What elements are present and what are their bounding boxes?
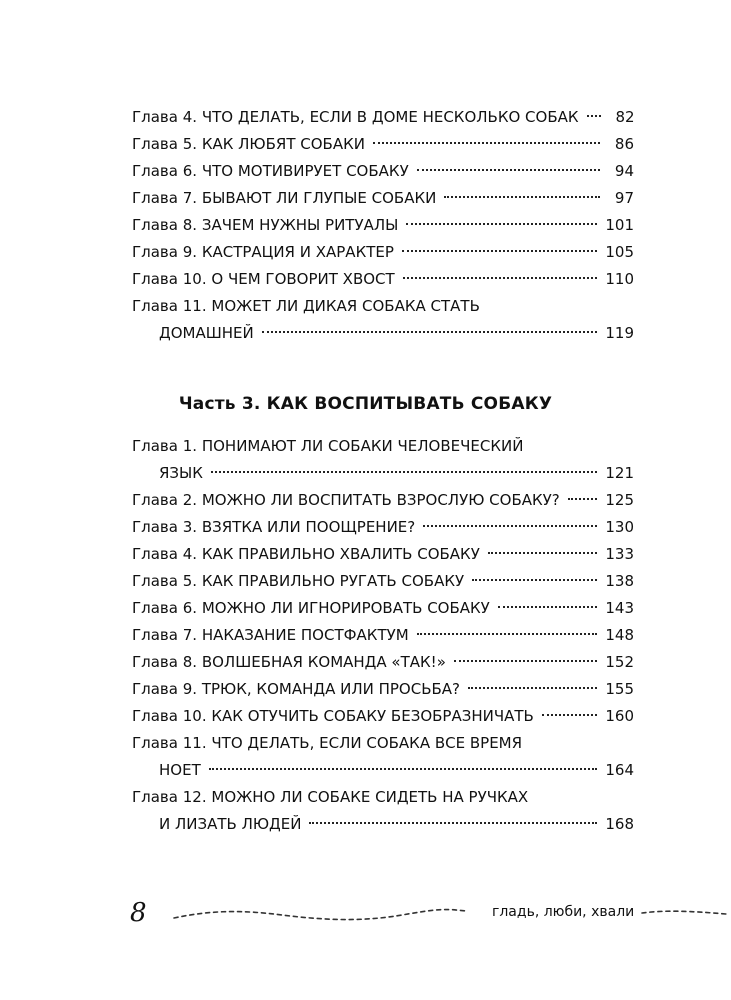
page-ref: 82 [615, 108, 635, 126]
chapter-title-continuation: И ЛИЗАТЬ ЛЮДЕЙ [159, 815, 302, 833]
toc-entry-line [132, 487, 634, 514]
page-ref: 133 [605, 545, 634, 563]
toc-entry-line [132, 568, 634, 595]
toc-entry-label [132, 784, 528, 811]
page-ref: 168 [605, 815, 634, 833]
chapter-title: КАК ПРАВИЛЬНО ХВАЛИТЬ СОБАКУ [201, 545, 480, 563]
toc-entry [132, 622, 634, 649]
page-footer [0, 898, 731, 938]
running-title: гладь, люби, хвали [492, 904, 635, 920]
toc-entry-line [132, 104, 634, 131]
chapter-title: КАК ЛЮБЯТ СОБАКИ [201, 135, 365, 153]
chapter-title: МОЖНО ЛИ ИГНОРИРОВАТЬ СОБАКУ [201, 599, 490, 617]
dot-leader [444, 196, 600, 198]
toc-entry-line [132, 676, 634, 703]
toc-entry-line [132, 757, 634, 784]
toc-entry-line [132, 460, 634, 487]
chapter-number: Глава 8. [132, 216, 198, 234]
page-ref: 164 [605, 761, 634, 779]
toc-entry [132, 239, 634, 266]
toc-entry [132, 266, 634, 293]
toc-entry-label [132, 541, 480, 568]
toc-entry [132, 676, 634, 703]
chapter-title: ЧТО МОТИВИРУЕТ СОБАКУ [201, 162, 409, 180]
toc-part3 [132, 433, 634, 838]
page-ref: 105 [605, 243, 634, 261]
wavy-dotted-rule-right [640, 898, 728, 928]
toc-entry [132, 104, 634, 131]
chapter-title: МОЖНО ЛИ ВОСПИТАТЬ ВЗРОСЛУЮ СОБАКУ? [201, 491, 560, 509]
chapter-number: Глава 10. [132, 270, 207, 288]
chapter-title-continuation: ЯЗЫК [159, 464, 203, 482]
toc-entry-label [132, 185, 436, 212]
dot-leader [454, 660, 597, 662]
toc-entry [132, 293, 634, 347]
chapter-title: КАСТРАЦИЯ И ХАРАКТЕР [201, 243, 394, 261]
chapter-number: Глава 5. [132, 135, 198, 153]
toc-entry-label [132, 487, 560, 514]
toc-entry-line [132, 185, 634, 212]
chapter-number: Глава 11. [132, 297, 207, 315]
page-ref: 119 [605, 324, 634, 342]
chapter-title-continuation: ДОМАШНЕЙ [159, 324, 254, 342]
page-number: 8 [130, 898, 147, 928]
toc-entry-line [132, 784, 634, 811]
chapter-number: Глава 4. [132, 545, 198, 563]
chapter-number: Глава 7. [132, 626, 198, 644]
toc-entry [132, 703, 634, 730]
toc-entry-line [132, 158, 634, 185]
dot-leader [373, 142, 600, 144]
dot-leader [488, 552, 598, 554]
toc-entry-line [132, 622, 634, 649]
chapter-title: О ЧЕМ ГОВОРИТ ХВОСТ [211, 270, 395, 288]
dot-leader [542, 714, 598, 716]
toc-entry-label [132, 514, 415, 541]
toc-entry [132, 514, 634, 541]
dot-leader [417, 169, 600, 171]
dot-leader [309, 822, 597, 824]
dot-leader [402, 250, 597, 252]
toc-entry-line [132, 514, 634, 541]
toc-entry-label [132, 730, 522, 757]
chapter-number: Глава 7. [132, 189, 198, 207]
toc-entry [132, 541, 634, 568]
dot-leader [211, 471, 597, 473]
toc-entry-label [132, 568, 464, 595]
toc-entry-line [132, 239, 634, 266]
toc-entry-label [132, 131, 365, 158]
toc-entry-label [132, 293, 480, 320]
chapter-title: ВЗЯТКА ИЛИ ПООЩРЕНИЕ? [201, 518, 416, 536]
chapter-number: Глава 2. [132, 491, 198, 509]
chapter-number: Глава 6. [132, 162, 198, 180]
chapter-title: ВОЛШЕБНАЯ КОМАНДА «ТАК!» [201, 653, 446, 671]
toc-entry [132, 568, 634, 595]
page-ref: 148 [605, 626, 634, 644]
toc-entry-label [132, 676, 460, 703]
chapter-title-continuation: НОЕТ [159, 761, 201, 779]
page-ref: 110 [605, 270, 634, 288]
chapter-number: Глава 1. [132, 437, 198, 455]
chapter-title: БЫВАЮТ ЛИ ГЛУПЫЕ СОБАКИ [201, 189, 437, 207]
toc-entry-line [132, 320, 634, 347]
toc-entry-line [132, 649, 634, 676]
toc-entry-line [132, 703, 634, 730]
dot-leader [209, 768, 598, 770]
toc-entry-line [132, 293, 634, 320]
toc-entry-line [132, 730, 634, 757]
toc-entry-label [132, 212, 398, 239]
dot-leader [472, 579, 597, 581]
dot-leader [468, 687, 597, 689]
chapter-title: ЧТО ДЕЛАТЬ, ЕСЛИ В ДОМЕ НЕСКОЛЬКО СОБАК [201, 108, 579, 126]
toc-entry [132, 131, 634, 158]
toc-entry-label [132, 158, 409, 185]
page-ref: 130 [605, 518, 634, 536]
dot-leader [498, 606, 598, 608]
toc-entry-line [132, 811, 634, 838]
toc-entry-line [132, 433, 634, 460]
toc-entry [132, 185, 634, 212]
dot-leader [403, 277, 598, 279]
dot-leader [417, 633, 598, 635]
page-ref: 125 [605, 491, 634, 509]
toc-entry-line [132, 595, 634, 622]
toc-entry [132, 784, 634, 838]
chapter-title: КАК ОТУЧИТЬ СОБАКУ БЕЗОБРАЗНИЧАТЬ [211, 707, 534, 725]
page-ref: 121 [605, 464, 634, 482]
page-ref: 152 [605, 653, 634, 671]
chapter-title: КАК ПРАВИЛЬНО РУГАТЬ СОБАКУ [201, 572, 465, 590]
chapter-number: Глава 8. [132, 653, 198, 671]
toc-part2-tail [132, 104, 634, 347]
chapter-number: Глава 12. [132, 788, 207, 806]
toc-entry-label [132, 104, 579, 131]
page-ref: 101 [605, 216, 634, 234]
chapter-number: Глава 6. [132, 599, 198, 617]
toc-entry [132, 158, 634, 185]
toc-entry-label [132, 649, 446, 676]
wavy-dotted-rule-left [172, 898, 468, 928]
page-ref: 138 [605, 572, 634, 590]
dot-leader [262, 331, 598, 333]
toc-entry-label [132, 266, 395, 293]
page-ref: 94 [614, 162, 634, 180]
toc-entry-label [132, 622, 409, 649]
toc-entry [132, 730, 634, 784]
toc-entry-label [132, 703, 534, 730]
dot-leader [587, 115, 601, 117]
page-ref: 160 [605, 707, 634, 725]
chapter-number: Глава 10. [132, 707, 207, 725]
chapter-title: ТРЮК, КОМАНДА ИЛИ ПРОСЬБА? [201, 680, 460, 698]
dot-leader [423, 525, 597, 527]
toc-entry-label [132, 433, 523, 460]
chapter-title: НАКАЗАНИЕ ПОСТФАКТУМ [201, 626, 409, 644]
chapter-title: ПОНИМАЮТ ЛИ СОБАКИ ЧЕЛОВЕЧЕСКИЙ [201, 437, 524, 455]
chapter-title: МОЖНО ЛИ СОБАКЕ СИДЕТЬ НА РУЧКАХ [211, 788, 529, 806]
chapter-number: Глава 4. [132, 108, 198, 126]
chapter-number: Глава 9. [132, 680, 198, 698]
toc-entry-line [132, 266, 634, 293]
chapter-number: Глава 3. [132, 518, 198, 536]
chapter-title: ЗАЧЕМ НУЖНЫ РИТУАЛЫ [201, 216, 399, 234]
dot-leader [568, 498, 598, 500]
dot-leader [406, 223, 597, 225]
chapter-title: МОЖЕТ ЛИ ДИКАЯ СОБАКА СТАТЬ [211, 297, 480, 315]
toc-entry-line [132, 131, 634, 158]
toc-entry-label [132, 239, 394, 266]
chapter-number: Глава 5. [132, 572, 198, 590]
toc-entry [132, 487, 634, 514]
toc-entry-label [132, 595, 490, 622]
chapter-number: Глава 9. [132, 243, 198, 261]
page-ref: 155 [605, 680, 634, 698]
chapter-title: ЧТО ДЕЛАТЬ, ЕСЛИ СОБАКА ВСЕ ВРЕМЯ [211, 734, 523, 752]
toc-entry [132, 649, 634, 676]
part-heading: Часть 3. КАК ВОСПИТЫВАТЬ СОБАКУ [178, 394, 553, 414]
toc-entry [132, 433, 634, 487]
toc-entry [132, 595, 634, 622]
toc-entry-line [132, 212, 634, 239]
chapter-number: Глава 11. [132, 734, 207, 752]
page-ref: 86 [614, 135, 634, 153]
toc-entry [132, 212, 634, 239]
page-ref: 143 [605, 599, 634, 617]
page-ref: 97 [614, 189, 634, 207]
toc-entry-line [132, 541, 634, 568]
